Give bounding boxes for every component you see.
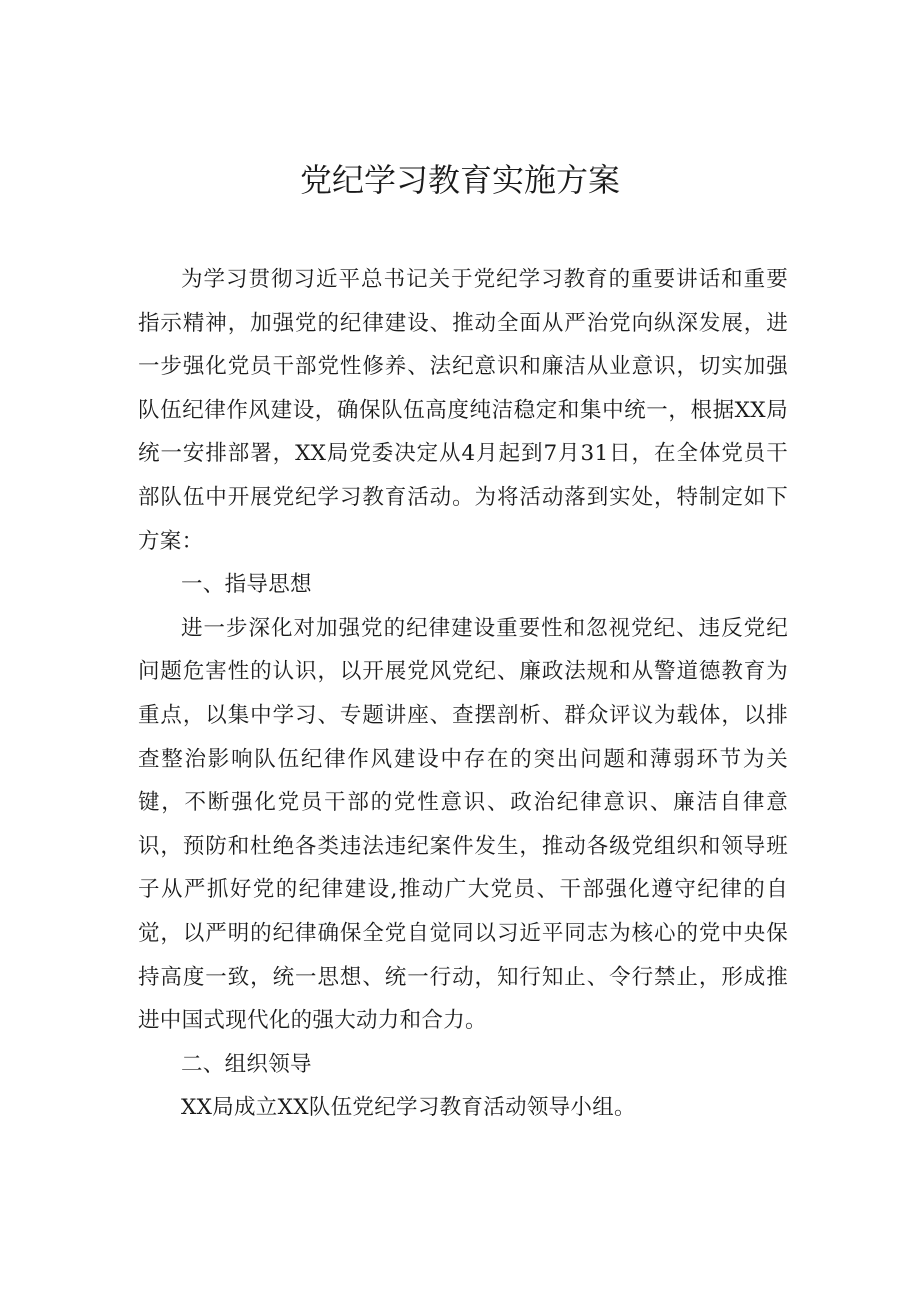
intro-paragraph: 为学习贯彻习近平总书记关于党纪学习教育的重要讲话和重要指示精神，加强党的纪律建设、推动全面从严治党向纵深发展，进一步强化党员干部党性修养、法纪意识和廉洁从业意识，切实加强队伍纪律作风建设，确保队伍高度纯洁稳定和集中统一，根据XX局统一安排部署，XX局党委决定从4月起到7月31日，在全体党员干部队伍中开展党纪学习教育活动。为将活动落到实处，特制定如下方案：: [138, 267, 788, 554]
organization-leadership-paragraph: XX局成立XX队伍党纪学习教育活动领导小组。: [181, 1095, 636, 1121]
document-title: 党纪学习教育实施方案: [299, 161, 620, 199]
section-heading-guiding-ideology: 一、指导思想: [181, 572, 312, 598]
section-heading-organization-leadership: 二、组织领导: [181, 1051, 312, 1077]
guiding-ideology-paragraph: 进一步深化对加强党的纪律建设重要性和忽视党纪、违反党纪问题危害性的认识，以开展党风党纪、廉政法规和从警道德教育为重点，以集中学习、专题讲座、查摆剖析、群众评议为载体，以排查整治影响队伍纪律作风建设中存在的突出问题和薄弱环节为关键，不断强化党员干部的党性意识、政治纪律意识、廉洁自律意识，预防和杜绝各类违法违纪案件发生，推动各级党组织和领导班子从严抓好党的纪律建设,推动广大党员、干部强化遵守纪律的自觉，以严明的纪律确保全党自觉同以习近平同志为核心的党中央保持高度一致，统一思想、统一行动，知行知止、令行禁止，形成推进中国式现代化的强大动力和合力。: [138, 615, 788, 1034]
document-body: [138, 258, 788, 1130]
